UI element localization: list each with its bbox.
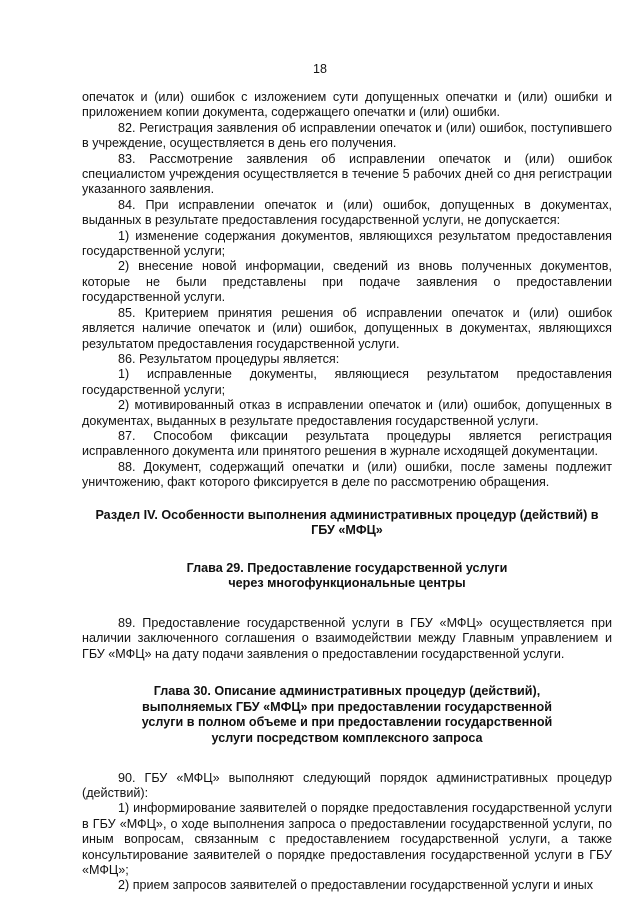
- chapter-29-heading: Глава 29. Предоставление государственной услуги через многофункциональные центры: [186, 560, 508, 591]
- chapter-30-heading: Глава 30. Описание административных процедур (действий), выполняемых ГБУ «МФЦ» при предоставлении государственной услуги в полном объеме и при предоставлении государственной услуги посредством комплексного запроса: [141, 684, 553, 745]
- paragraph-84-item-2: 2) внесение новой информации, сведений из вновь полученных документов, которые не были представлены при подаче заявления о предоставлении государственной услуги.: [82, 259, 612, 305]
- paragraph-86-item-1: 1) исправленные документы, являющиеся результатом предоставления государственной услуги;: [82, 367, 612, 397]
- paragraph-89: 89. Предоставление государственной услуги в ГБУ «МФЦ» осуществляется при наличии заключенного соглашения о взаимодействии между Главным управлением и ГБУ «МФЦ» на дату подачи заявления о предоставлении государственной услуги.: [82, 615, 612, 661]
- paragraph-84: 84. При исправлении опечаток и (или) ошибок, допущенных в документах, выданных в результате предоставления государственной услуги, не допускается:: [82, 197, 612, 228]
- paragraph-88: 88. Документ, содержащий опечатки и (или) ошибки, после замены подлежит уничтожению, факт которого фиксируется в деле по рассмотрению обращения.: [82, 459, 612, 490]
- paragraph-83: 83. Рассмотрение заявления об исправлении опечаток и (или) ошибок специалистом учреждения осуществляется в течение 5 рабочих дней со дня регистрации указанного заявления.: [82, 151, 612, 197]
- paragraph-82: 82. Регистрация заявления об исправлении опечаток и (или) ошибок, поступившего в учреждение, осуществляется в день его получения.: [82, 120, 612, 151]
- paragraph-continuation: опечаток и (или) ошибок с изложением сути допущенных опечатки и (или) ошибки и приложением копии документа, содержащего опечатки и (или) ошибки.: [82, 90, 612, 120]
- paragraph-86-item-2: 2) мотивированный отказ в исправлении опечаток и (или) ошибок, допущенных в документах, выданных в результате предоставления государственной услуги.: [82, 398, 612, 428]
- paragraph-87: 87. Способом фиксации результата процедуры является регистрация исправленного документа или принятого решения в журнале исходящей документации.: [82, 428, 612, 459]
- section-heading: Раздел IV. Особенности выполнения административных процедур (действий) в ГБУ «МФЦ»: [95, 507, 599, 538]
- page-number: 18: [313, 62, 327, 76]
- paragraph-84-item-1: 1) изменение содержания документов, являющихся результатом предоставления государственной услуги;: [82, 228, 612, 259]
- paragraph-90-item-1: 1) информирование заявителей о порядке предоставления государственной услуги в ГБУ «МФЦ», о ходе выполнения запроса о предоставлении государственной услуги, по иным вопросам, связанным с предоставлением государственной услуги, а также консультирование заявителей о порядке предоставления государственной услуги в ГБУ «МФЦ»;: [82, 801, 612, 877]
- paragraph-86: 86. Результатом процедуры является:: [118, 351, 340, 366]
- paragraph-85: 85. Критерием принятия решения об исправлении опечаток и (или) ошибок является наличие опечаток и (или) ошибок, допущенных в документах, являющихся результатом предоставления государственной услуги.: [82, 305, 612, 351]
- document-body: [82, 90, 612, 894]
- paragraph-90-item-2: 2) прием запросов заявителей о предоставлении государственной услуги и иных: [118, 878, 594, 893]
- paragraph-90: 90. ГБУ «МФЦ» выполняют следующий порядок административных процедур (действий):: [82, 770, 612, 800]
